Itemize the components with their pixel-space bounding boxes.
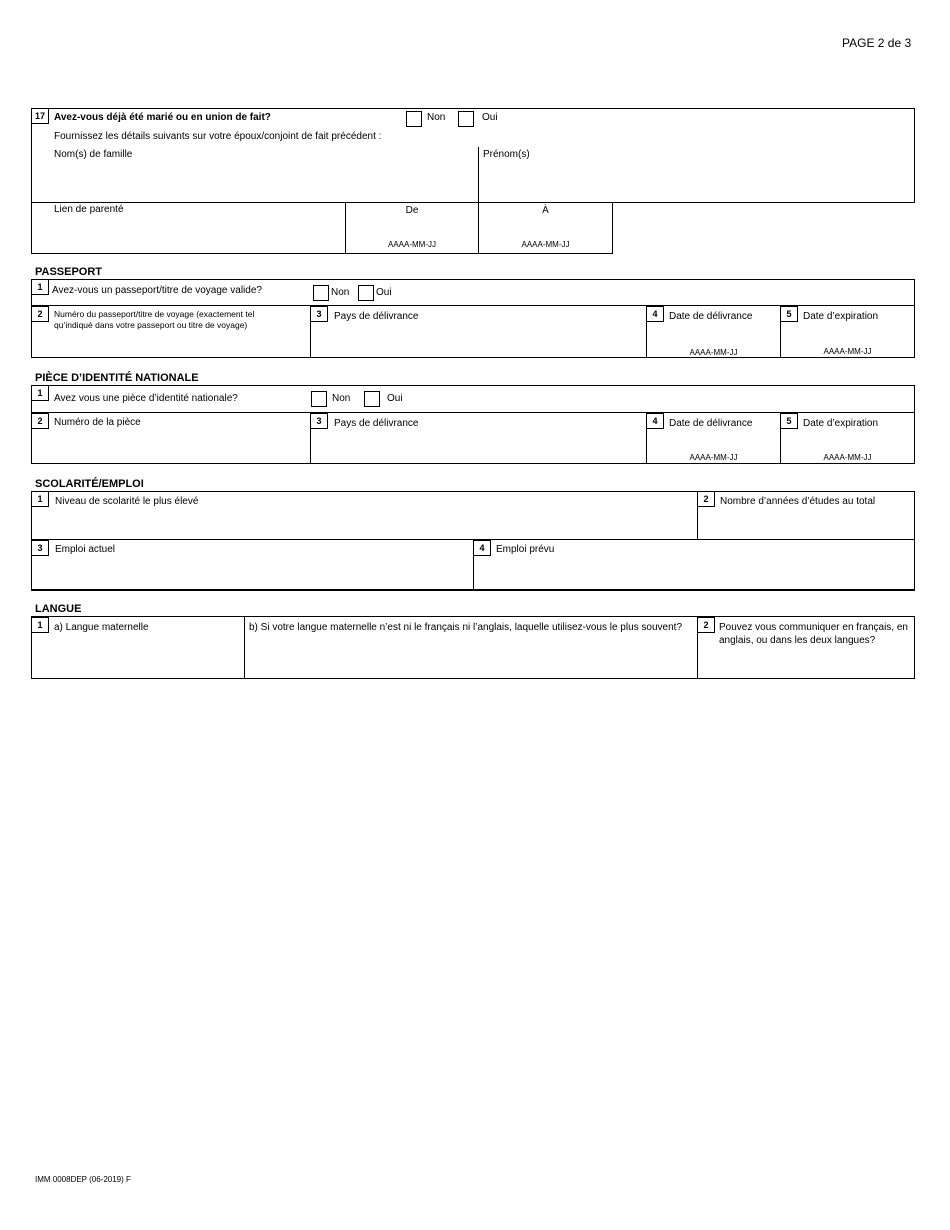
given-name-label: Prénom(s) xyxy=(483,149,530,160)
education-level-label: Niveau de scolarité le plus élevé xyxy=(55,496,199,507)
question-number: 5 xyxy=(780,413,798,429)
passport-section-title: PASSEPORT xyxy=(35,266,103,278)
national-id-country-label: Pays de délivrance xyxy=(334,418,419,429)
marital-history-oui-checkbox[interactable] xyxy=(458,111,474,127)
question-number: 4 xyxy=(646,413,664,429)
question-number: 4 xyxy=(473,540,491,556)
valid-passport-question: Avez-vous un passeport/titre de voyage valide? xyxy=(52,285,262,296)
passport-country-label: Pays de délivrance xyxy=(334,311,419,322)
passport-expiry-date-field[interactable] xyxy=(781,324,913,344)
family-name-field[interactable] xyxy=(32,162,477,202)
national-id-issue-date-format: AAAA-MM-JJ xyxy=(689,453,738,462)
from-date-label: De xyxy=(405,205,419,216)
national-id-oui-checkbox[interactable] xyxy=(364,391,380,407)
years-of-study-label: Nombre d’années d’études au total xyxy=(720,496,876,507)
passport-number-field[interactable] xyxy=(32,332,309,356)
question-number: 2 xyxy=(697,491,715,507)
from-date-format: AAAA-MM-JJ xyxy=(388,240,436,249)
education-level-field[interactable] xyxy=(32,510,696,538)
passport-expiry-date-label: Date d’expiration xyxy=(803,311,879,322)
marital-history-oui-label: Oui xyxy=(482,112,498,123)
national-id-question: Avez vous une pièce d’identité nationale? xyxy=(54,393,238,404)
valid-passport-oui-checkbox[interactable] xyxy=(358,285,374,301)
question-number: 3 xyxy=(31,540,49,556)
question-number: 5 xyxy=(780,306,798,322)
current-job-label: Emploi actuel xyxy=(55,544,116,555)
form-code: IMM 0008DEP (06-2019) F xyxy=(35,1175,131,1184)
passport-issue-date-label: Date de délivrance xyxy=(669,311,753,322)
question-number: 2 xyxy=(697,617,715,633)
passport-issue-date-field[interactable] xyxy=(647,324,779,344)
question-number: 2 xyxy=(31,413,49,429)
most-used-language-field[interactable] xyxy=(245,636,696,677)
passport-issue-date-format: AAAA-MM-JJ xyxy=(689,348,738,357)
national-id-section-title: PIÈCE D’IDENTITÉ NATIONALE xyxy=(35,372,199,384)
to-date-format: AAAA-MM-JJ xyxy=(521,240,570,249)
to-date-label: À xyxy=(542,205,549,216)
family-name-label: Nom(s) de famille xyxy=(54,149,133,160)
question-number: 4 xyxy=(646,306,664,322)
national-id-expiry-date-format: AAAA-MM-JJ xyxy=(823,453,872,462)
relationship-field[interactable] xyxy=(32,218,344,252)
passport-expiry-date-format: AAAA-MM-JJ xyxy=(823,347,872,356)
national-id-non-label: Non xyxy=(332,393,351,404)
marital-history-question: Avez-vous déjà été marié ou en union de fait? xyxy=(54,112,271,123)
national-id-expiry-date-field[interactable] xyxy=(781,431,913,451)
marital-history-non-label: Non xyxy=(427,112,446,123)
question-number: 2 xyxy=(31,306,49,322)
question-number: 1 xyxy=(31,385,49,401)
native-language-field[interactable] xyxy=(32,636,243,677)
valid-passport-non-checkbox[interactable] xyxy=(313,285,329,301)
national-id-issue-date-field[interactable] xyxy=(647,431,779,451)
most-used-language-label: b) Si votre langue maternelle n’est ni le français ni l’anglais, laquelle utilisez-vous le plus souvent? xyxy=(249,622,683,633)
intended-job-field[interactable] xyxy=(474,558,913,588)
page-number: PAGE 2 de 3 xyxy=(842,36,912,50)
education-section-title: SCOLARITÉ/EMPLOI xyxy=(35,478,144,490)
previous-spouse-instruction: Fournissez les détails suivants sur votre époux/conjoint de fait précédent : xyxy=(54,131,382,142)
from-date-field[interactable] xyxy=(346,218,478,238)
national-id-number-field[interactable] xyxy=(32,431,309,462)
national-id-oui-label: Oui xyxy=(387,393,403,404)
current-job-field[interactable] xyxy=(32,558,472,588)
passport-number-label-line1: Numéro du passeport/titre de voyage (exactement tel xyxy=(54,309,255,319)
passport-number-label-line2: qu’indiqué dans votre passeport ou titre de voyage) xyxy=(54,320,248,330)
question-number: 1 xyxy=(31,491,49,507)
official-languages-field[interactable] xyxy=(698,649,913,677)
question-number: 3 xyxy=(310,306,328,322)
years-of-study-field[interactable] xyxy=(698,510,913,538)
official-languages-label-line1: Pouvez vous communiquer en français, en xyxy=(719,622,908,633)
given-name-field[interactable] xyxy=(479,162,913,202)
national-id-country-field[interactable] xyxy=(311,431,645,462)
national-id-expiry-date-label: Date d’expiration xyxy=(803,418,879,429)
question-number: 17 xyxy=(31,108,49,124)
question-number: 1 xyxy=(31,279,49,295)
to-date-field[interactable] xyxy=(479,218,612,238)
marital-history-non-checkbox[interactable] xyxy=(406,111,422,127)
question-number: 3 xyxy=(310,413,328,429)
language-section-title: LANGUE xyxy=(35,603,82,615)
question-number: 1 xyxy=(31,617,49,633)
valid-passport-oui-label: Oui xyxy=(376,287,392,298)
national-id-issue-date-label: Date de délivrance xyxy=(669,418,753,429)
passport-country-field[interactable] xyxy=(311,324,645,356)
national-id-number-label: Numéro de la pièce xyxy=(54,417,141,428)
intended-job-label: Emploi prévu xyxy=(496,544,555,555)
relationship-label: Lien de parenté xyxy=(54,204,124,215)
national-id-non-checkbox[interactable] xyxy=(311,391,327,407)
valid-passport-non-label: Non xyxy=(331,287,350,298)
official-languages-label-line2: anglais, ou dans les deux langues? xyxy=(719,635,876,646)
native-language-label: a) Langue maternelle xyxy=(54,622,149,633)
